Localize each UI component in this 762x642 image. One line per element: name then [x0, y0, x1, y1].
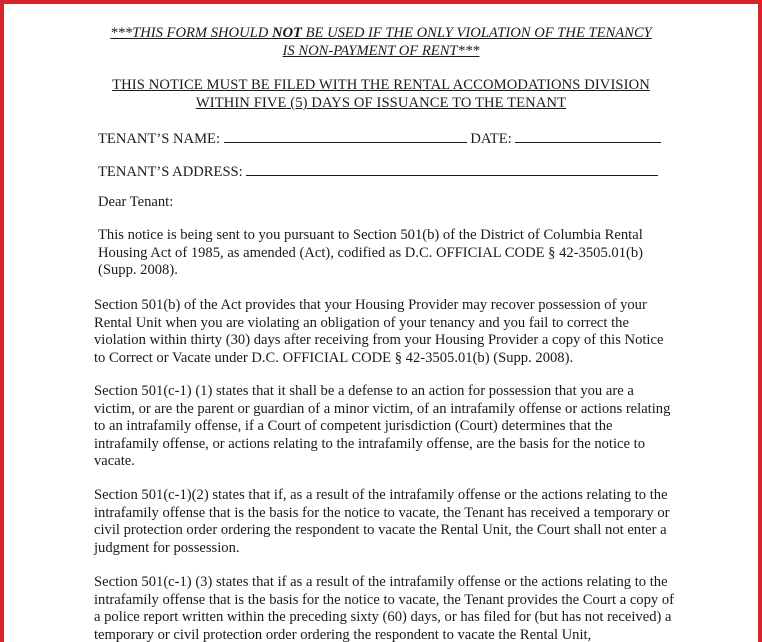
- salutation: Dear Tenant:: [98, 194, 174, 210]
- filing-notice: [4, 76, 758, 112]
- warning-emphasis: NOT: [271, 25, 302, 41]
- usage-warning: [4, 24, 758, 60]
- warning-line2: IS NON-PAYMENT OF RENT***: [282, 43, 480, 59]
- tenant-name-row: [98, 128, 661, 148]
- paragraph-501c1-1: Section 501(c-1) (1) states that it shall be a defense to an action for possession that you are a victim, or are the parent or guardian of a minor victim, of an intrafamily offense or actions relating to an intrafamily offense, if a Court of competent jurisdiction (Court) determines that the intrafamily offense, or actions relating to the intrafamily offense, are the basis for the notice to vacate.: [94, 383, 671, 470]
- date-label: DATE:: [470, 131, 512, 147]
- tenant-name-label: TENANT’S NAME:: [98, 131, 221, 147]
- filing-line2: WITHIN FIVE (5) DAYS OF ISSUANCE TO THE TENANT: [195, 95, 567, 111]
- tenant-address-label: TENANT’S ADDRESS:: [98, 164, 243, 180]
- warning-prefix: ***THIS FORM SHOULD: [110, 25, 272, 41]
- paragraph-501b: Section 501(b) of the Act provides that your Housing Provider may recover possession of your Rental Unit when you are violating an obligation of your tenancy and you fail to correct the violation within thirty (30) days after receiving from your Housing Provider a copy of this Notice to Correct or Vacate under D.C. OFFICIAL CODE § 42-3505.01(b) (Supp. 2008).: [94, 297, 664, 366]
- tenant-name-field[interactable]: [224, 128, 467, 143]
- tenant-address-row: [98, 161, 658, 181]
- form-page: [4, 4, 758, 642]
- paragraph-501c1-3: Section 501(c-1) (3) states that if as a result of the intrafamily offense or the actions relating to the intrafamily offense that is the basis for the notice to vacate, the Tenant provides the Court a copy of a police report written within the preceding sixty (60) days, or has filed for (but has not received) a temporary or civil protection order ordering the respondent to vacate the Rental Unit,: [94, 574, 674, 642]
- paragraph-statute: This notice is being sent to you pursuant to Section 501(b) of the District of Columbia Rental Housing Act of 1985, as amended (Act), codified as D.C. OFFICIAL CODE § 42-3505.01(b) (Supp. 2008).: [98, 227, 644, 279]
- paragraph-501c1-2: Section 501(c-1)(2) states that if, as a result of the intrafamily offense or the actions relating to the intrafamily offense that is the basis for the notice to vacate, the Tenant has received a temporary or civil protection order ordering the respondent to vacate the Rental Unit, the Court shall not enter a judgment for possession.: [94, 487, 670, 556]
- tenant-address-field[interactable]: [246, 161, 658, 176]
- filing-line1: THIS NOTICE MUST BE FILED WITH THE RENTAL ACCOMODATIONS DIVISION: [112, 77, 650, 93]
- date-field[interactable]: [515, 128, 661, 143]
- warning-middle: BE USED IF THE ONLY VIOLATION OF THE TENANCY: [301, 25, 652, 41]
